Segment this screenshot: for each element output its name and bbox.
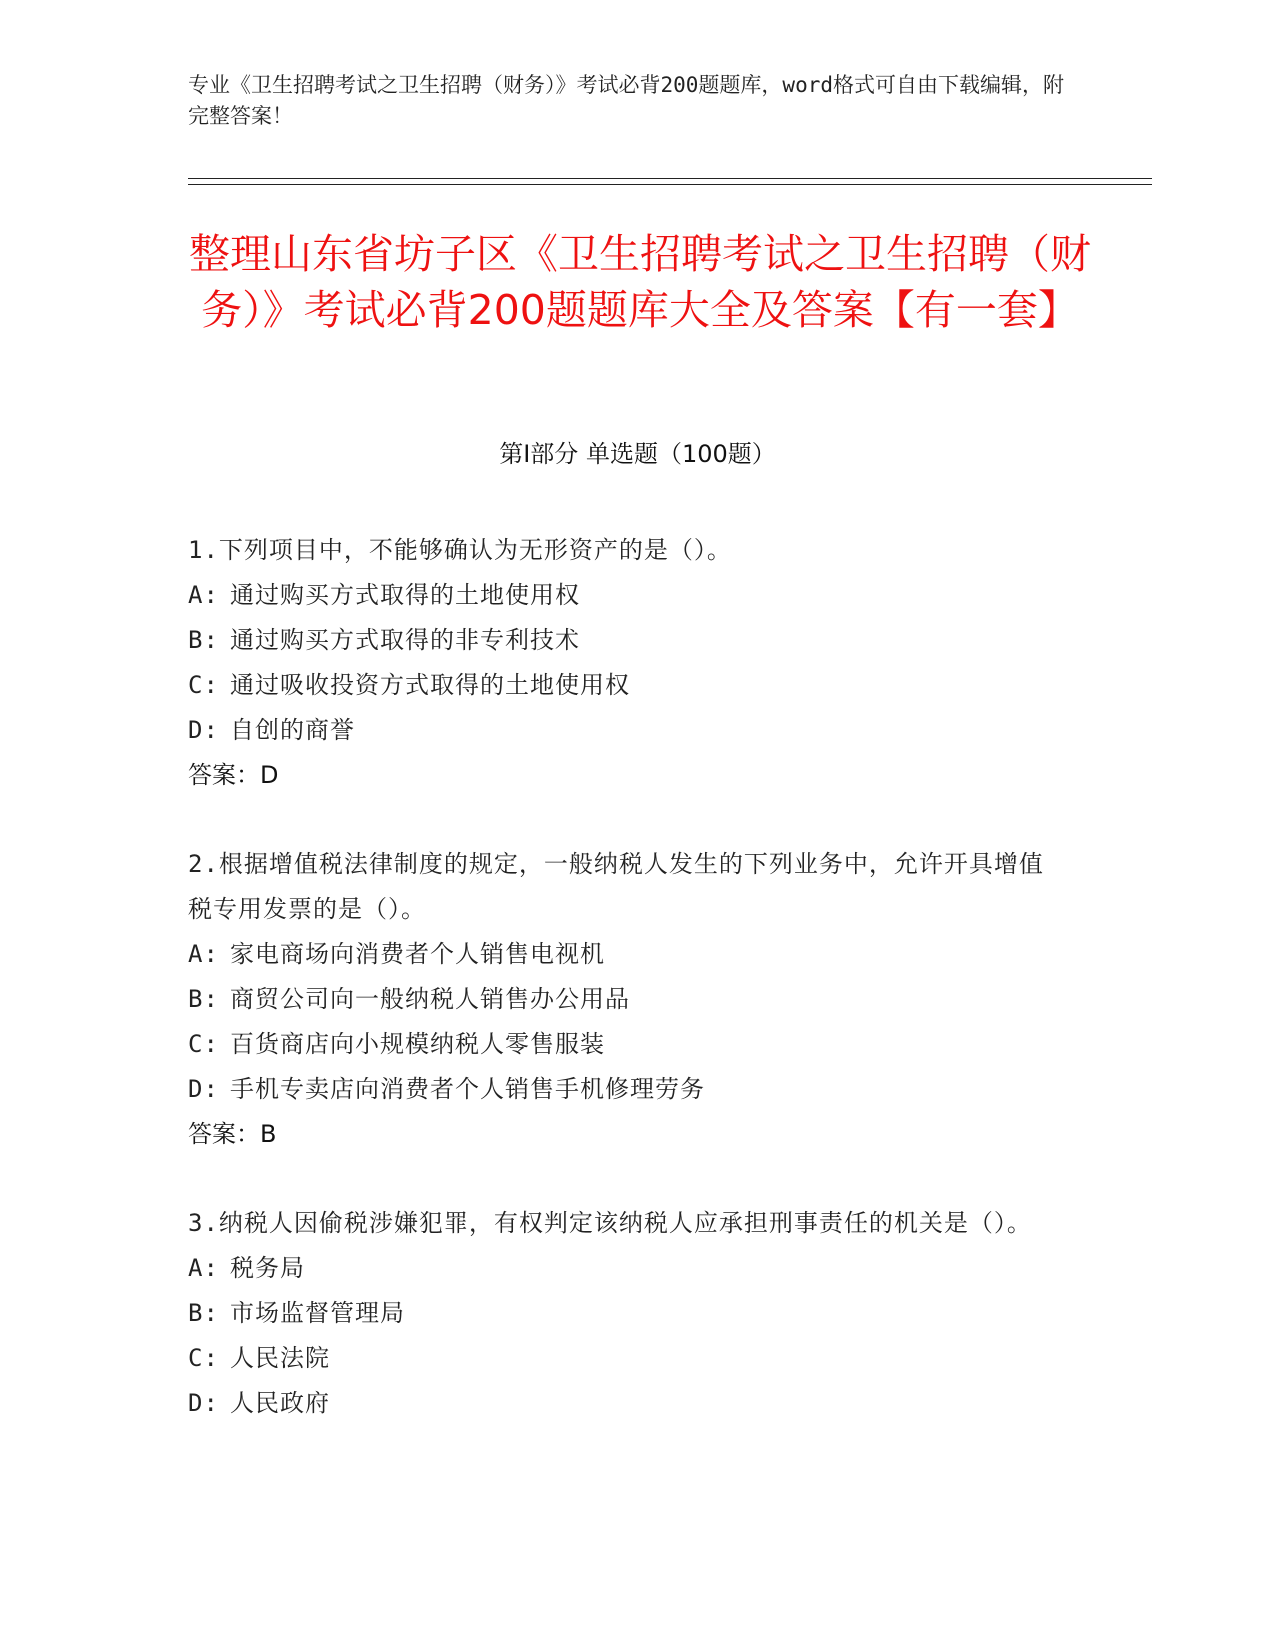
- option-d: [188, 1381, 1068, 1426]
- option-text: 人民法院: [230, 1344, 330, 1372]
- option-d: [188, 708, 1068, 753]
- option-text: 自创的商誉: [230, 716, 355, 744]
- question-2: [188, 842, 1068, 1157]
- option-letter: D:: [188, 1075, 219, 1103]
- option-text: 通过购买方式取得的非专利技术: [230, 626, 580, 654]
- option-b: [188, 618, 1068, 663]
- option-text: 税务局: [230, 1254, 305, 1282]
- option-c: [188, 1336, 1068, 1381]
- option-b: [188, 977, 1068, 1022]
- section-title: 第Ⅰ部分 单选题（100题）: [499, 440, 776, 468]
- header-divider-top: [188, 178, 1152, 179]
- option-text: 商贸公司向一般纳税人销售办公用品: [230, 985, 630, 1013]
- question-stem: 1.下列项目中，不能够确认为无形资产的是（）。: [188, 536, 732, 564]
- option-c: [188, 663, 1068, 708]
- option-text: 通过吸收投资方式取得的土地使用权: [230, 671, 630, 699]
- answer-line: 答案：B: [188, 1120, 277, 1148]
- option-letter: A:: [188, 940, 219, 968]
- option-letter: B:: [188, 626, 219, 654]
- option-letter: C:: [188, 671, 219, 699]
- question-1: [188, 528, 1068, 798]
- option-letter: C:: [188, 1030, 219, 1058]
- answer-line: 答案：D: [188, 761, 279, 789]
- question-stem: 3.纳税人因偷税涉嫌犯罪，有权判定该纳税人应承担刑事责任的机关是（）。: [188, 1209, 1032, 1237]
- option-text: 市场监督管理局: [230, 1299, 405, 1327]
- question-3: [188, 1201, 1068, 1426]
- question-stem: 2.根据增值税法律制度的规定，一般纳税人发生的下列业务中，允许开具增值税专用发票的是（）。: [188, 850, 1044, 923]
- option-c: [188, 1022, 1068, 1067]
- option-text: 手机专卖店向消费者个人销售手机修理劳务: [230, 1075, 705, 1103]
- header-note: 专业《卫生招聘考试之卫生招聘（财务）》考试必背200题题库，word格式可自由下载编辑，附完整答案！: [188, 73, 1064, 128]
- option-text: 通过购买方式取得的土地使用权: [230, 581, 580, 609]
- option-text: 百货商店向小规模纳税人零售服装: [230, 1030, 605, 1058]
- header-divider-bottom: [188, 184, 1152, 185]
- option-a: [188, 573, 1068, 618]
- option-letter: B:: [188, 985, 219, 1013]
- option-text: 人民政府: [230, 1389, 330, 1417]
- option-d: [188, 1067, 1068, 1112]
- option-a: [188, 932, 1068, 977]
- option-letter: D:: [188, 716, 219, 744]
- option-letter: C:: [188, 1344, 219, 1372]
- option-letter: B:: [188, 1299, 219, 1327]
- question-list: [188, 528, 1068, 1470]
- option-a: [188, 1246, 1068, 1291]
- option-b: [188, 1291, 1068, 1336]
- option-letter: A:: [188, 1254, 219, 1282]
- document-title: 整理山东省坊子区《卫生招聘考试之卫生招聘（财务）》考试必背200题题库大全及答案【有一套】: [189, 230, 1091, 334]
- option-letter: D:: [188, 1389, 219, 1417]
- option-text: 家电商场向消费者个人销售电视机: [230, 940, 605, 968]
- option-letter: A:: [188, 581, 219, 609]
